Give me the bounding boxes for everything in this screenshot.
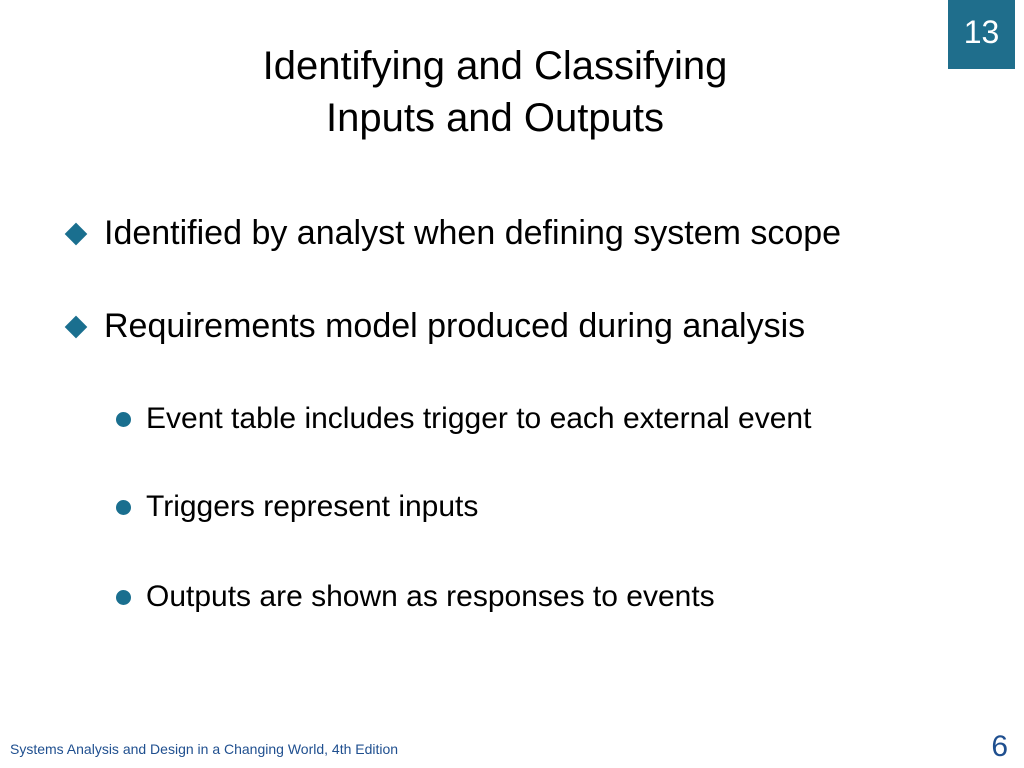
footer-text: Systems Analysis and Design in a Changing World, 4th Edition bbox=[10, 741, 399, 757]
dot-bullet-icon bbox=[116, 412, 131, 427]
dot-bullet-icon bbox=[116, 500, 131, 515]
bullet-item bbox=[64, 307, 805, 346]
chapter-badge: 13 bbox=[948, 0, 1015, 69]
bullet-text: Identified by analyst when defining system scope bbox=[104, 214, 842, 252]
sub-bullet-text: Triggers represent inputs bbox=[146, 490, 479, 523]
title-line-1: Identifying and Classifying bbox=[262, 44, 728, 88]
bullet-text: Requirements model produced during analysis bbox=[104, 307, 806, 345]
title-line-2: Inputs and Outputs bbox=[325, 96, 664, 140]
sub-bullet-text: Outputs are shown as responses to events bbox=[146, 580, 715, 613]
slide-title bbox=[160, 40, 830, 144]
page-number: 6 bbox=[991, 730, 1008, 763]
sub-bullet-item bbox=[116, 580, 715, 614]
diamond-bullet-icon bbox=[65, 222, 88, 245]
sub-bullet-item bbox=[116, 490, 478, 524]
sub-bullet-text: Event table includes trigger to each external event bbox=[146, 402, 812, 435]
sub-bullet-item bbox=[116, 402, 811, 436]
bullet-item bbox=[64, 214, 841, 253]
diamond-bullet-icon bbox=[65, 315, 88, 338]
dot-bullet-icon bbox=[116, 590, 131, 605]
